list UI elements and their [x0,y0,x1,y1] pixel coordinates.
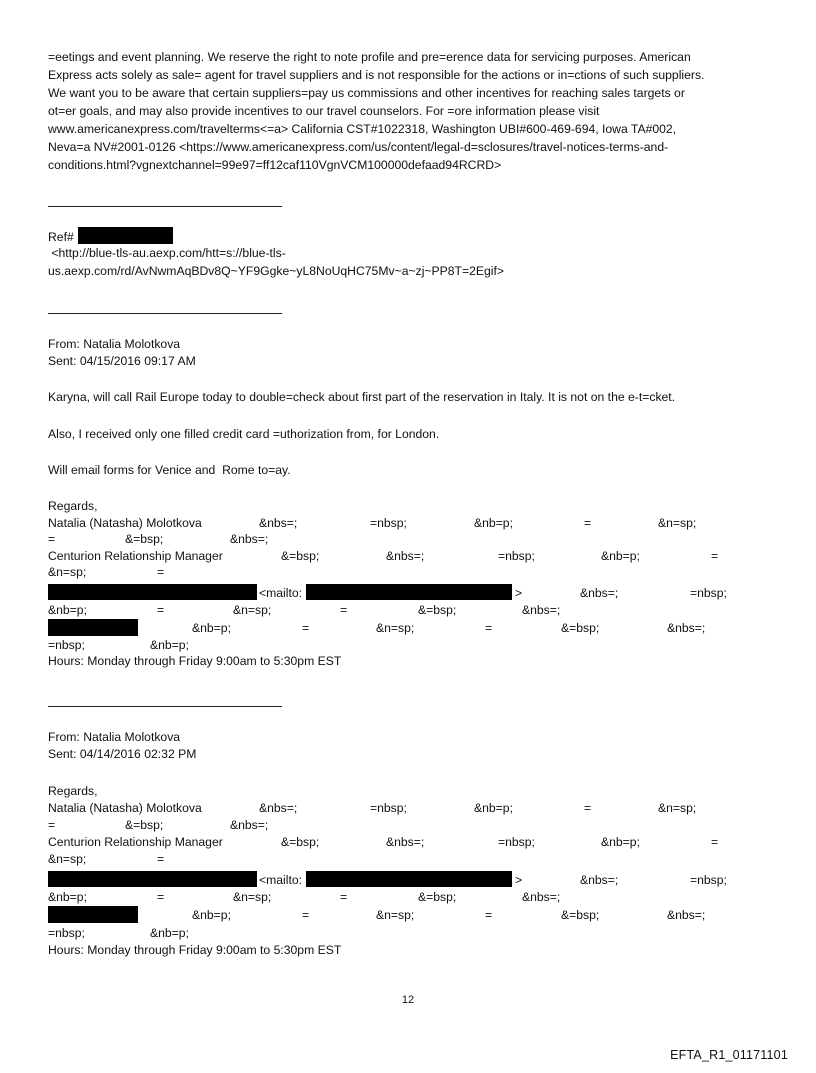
entity-text: &nbs=; [522,603,561,617]
separator-rule [48,706,282,707]
entity-text: &nbs=; [667,908,706,922]
legal-line: Neva=a NV#2001-0126 <https://www.americanexpress.com/us/content/legal-d=sclosures/travel-notices-terms-and- [48,140,669,154]
email-from: From: Natalia Molotkova [48,337,181,351]
entity-text: &nbs=; [259,516,298,530]
redaction-box [306,871,512,887]
entity-text: &nb=p; [150,638,189,652]
entity-text: =nbsp; [498,549,535,563]
entity-text: = [302,621,310,635]
entity-text: &=bsp; [281,549,320,563]
entity-text: = [48,818,56,832]
entity-text: &n=sp; [376,908,415,922]
entity-text: = [584,801,592,815]
entity-text: &=bsp; [418,890,457,904]
redaction-box [48,906,138,923]
entity-text: =nbsp; [48,638,85,652]
separator-rule [48,206,282,207]
signature-title: Centurion Relationship Manager [48,549,223,563]
entity-text: =nbsp; [370,801,407,815]
legal-line: conditions.html?vgnextchannel=99e97=ff12caf110VgnVCM100000defaad94RCRD> [48,158,502,172]
entity-text: = [485,908,493,922]
legal-line: =eetings and event planning. We reserve the right to note profile and pre=erence data for servicing purposes. American [48,50,691,64]
entity-text: &=bsp; [125,532,164,546]
ref-link-line[interactable]: us.aexp.com/rd/AvNwmAqBDv8Q~YF9Ggke~yL8NoUqHC75Mv~a~zj~PP8T=2Egif> [48,264,505,278]
legal-line: We want you to be aware that certain suppliers=pay us commissions and other incentives for reaching sales targets or [48,86,685,100]
entity-text: = [711,835,719,849]
entity-text: = [48,532,56,546]
signature-regards: Regards, [48,784,98,798]
entity-text: = [302,908,310,922]
entity-text: =nbsp; [498,835,535,849]
entity-text: &nb=p; [48,890,87,904]
office-hours: Hours: Monday through Friday 9:00am to 5:30pm EST [48,943,342,957]
entity-text: =nbsp; [370,516,407,530]
entity-text: &nbs=; [386,549,425,563]
entity-text: = [340,603,348,617]
redaction-box [306,584,512,600]
entity-text: &n=sp; [48,852,87,866]
entity-text: = [157,603,165,617]
redaction-box [48,584,257,600]
separator-rule [48,313,282,314]
entity-text: &n=sp; [233,890,272,904]
bates-number: EFTA_R1_01171101 [670,1048,788,1062]
redaction-box [78,227,173,244]
email-body-line: Will email forms for Venice and Rome to=ay. [48,463,291,477]
entity-text: &nb=p; [474,516,513,530]
entity-text: = [157,565,165,579]
entity-text: &nbs=; [522,890,561,904]
entity-text: &nbs=; [386,835,425,849]
entity-text: &nb=p; [192,908,231,922]
legal-line: www.americanexpress.com/travelterms<=a> California CST#1022318, Washington UBI#600-469-694, Iowa TA#002, [48,122,677,136]
entity-text: &n=sp; [48,565,87,579]
redaction-box [48,619,138,636]
entity-text: &n=sp; [233,603,272,617]
entity-text: &nb=p; [601,835,640,849]
entity-text: &nb=p; [192,621,231,635]
entity-text: &nbs=; [230,818,269,832]
entity-text: =nbsp; [48,926,85,940]
entity-text: =nbsp; [690,586,727,600]
ref-label: Ref# [48,230,74,244]
entity-text: &n=sp; [376,621,415,635]
office-hours: Hours: Monday through Friday 9:00am to 5:30pm EST [48,654,342,668]
signature-title: Centurion Relationship Manager [48,835,223,849]
entity-text: &n=sp; [658,801,697,815]
entity-text: > [515,873,523,887]
entity-text: &=bsp; [125,818,164,832]
signature-name: Natalia (Natasha) Molotkova [48,516,202,530]
legal-line: Express acts solely as sale= agent for travel suppliers and is not responsible for the actions or in=ctions of such suppliers. [48,68,705,82]
entity-text: = [340,890,348,904]
email-sent: Sent: 04/15/2016 09:17 AM [48,354,196,368]
entity-text: &=bsp; [561,908,600,922]
entity-text: = [157,890,165,904]
email-from: From: Natalia Molotkova [48,730,181,744]
entity-text: &=bsp; [418,603,457,617]
signature-name: Natalia (Natasha) Molotkova [48,801,202,815]
ref-link-line[interactable]: <http://blue-tls-au.aexp.com/htt=s://blue-tls- [48,246,286,260]
entity-text: = [584,516,592,530]
entity-text: &nbs=; [580,586,619,600]
entity-text: &nbs=; [580,873,619,887]
mailto-link[interactable]: <mailto: [259,586,303,600]
entity-text: &nbs=; [230,532,269,546]
signature-regards: Regards, [48,499,98,513]
legal-line: ot=er goals, and may also provide incentives to our travel counselors. For =ore information please visit [48,104,600,118]
entity-text: =nbsp; [690,873,727,887]
entity-text: = [157,852,165,866]
mailto-link[interactable]: <mailto: [259,873,303,887]
entity-text: &nbs=; [259,801,298,815]
entity-text: = [485,621,493,635]
entity-text: &=bsp; [281,835,320,849]
email-body-line: Also, I received only one filled credit card =uthorization from, for London. [48,427,440,441]
email-sent: Sent: 04/14/2016 02:32 PM [48,747,197,761]
entity-text: = [711,549,719,563]
entity-text: &nbs=; [667,621,706,635]
entity-text: &nb=p; [48,603,87,617]
entity-text: &nb=p; [474,801,513,815]
entity-text: > [515,586,523,600]
entity-text: &nb=p; [150,926,189,940]
entity-text: &=bsp; [561,621,600,635]
email-body-line: Karyna, will call Rail Europe today to double=check about first part of the reservation in Italy. It is not on the e-t=cket. [48,390,676,404]
entity-text: &nb=p; [601,549,640,563]
redaction-box [48,871,257,887]
page-number: 12 [401,994,415,1006]
entity-text: &n=sp; [658,516,697,530]
